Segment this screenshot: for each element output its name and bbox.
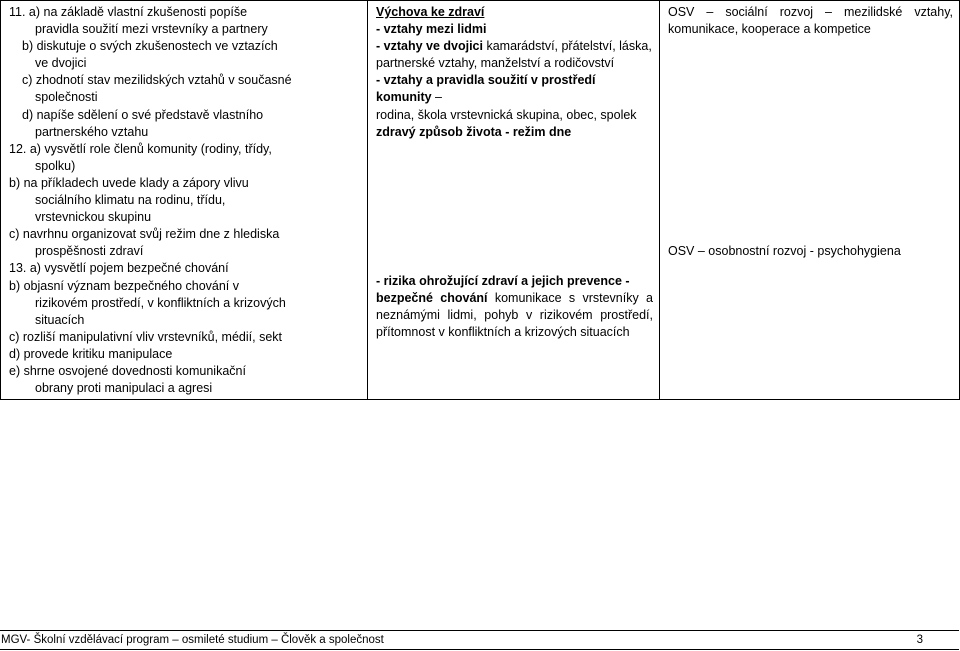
footer-text: MGV- Školní vzdělávací program – osmileté studium – Člověk a společnost bbox=[1, 634, 384, 646]
outcome-12c: c) navrhnu organizovat svůj režim dne z hlediska bbox=[9, 227, 280, 242]
spacer bbox=[668, 38, 953, 243]
outcome-13c: c) rozliší manipulativní vliv vrstevníků, médií, sekt bbox=[9, 329, 282, 344]
topic-community-title: - vztahy a pravidla soužití v prostředí komunity bbox=[376, 73, 596, 105]
topic-safety-title: bezpečné chování bbox=[376, 290, 488, 305]
outcome-12b: b) na příkladech uvede klady a zápory vlivu bbox=[9, 175, 249, 190]
page-number: 3 bbox=[916, 634, 923, 646]
table-row bbox=[1, 1, 960, 400]
content-cell bbox=[368, 1, 660, 400]
topic-couples bbox=[376, 38, 653, 55]
topic-community-cont: rodina, škola vrstevnická skupina, obec, spolek bbox=[376, 107, 637, 122]
outcome-13e-cont: obrany proti manipulaci a agresi bbox=[35, 381, 213, 396]
outcome-12a-cont: spolku) bbox=[35, 158, 76, 173]
outcome-11a-cont: pravidla soužití mezi vrstevníky a partnery bbox=[35, 22, 268, 37]
outcome-13b: b) objasní význam bezpečného chování v bbox=[9, 278, 239, 293]
topic-couples-text: kamarádství, přátelství, láska, bbox=[482, 39, 652, 54]
outcome-13e: e) shrne osvojené dovednosti komunikační bbox=[9, 363, 246, 378]
outcome-13b-cont: rizikovém prostředí, v konfliktních a krizových bbox=[35, 295, 286, 310]
outcome-12b-cont2: vrstevnickou skupinu bbox=[35, 210, 152, 225]
outcome-13b-cont2: situacích bbox=[35, 312, 85, 327]
spacer bbox=[376, 141, 653, 273]
outcome-11c: c) zhodnotí stav mezilidských vztahů v současné bbox=[22, 73, 292, 88]
outcome-11d-cont: partnerského vztahu bbox=[35, 124, 149, 139]
outcome-12b-cont: sociálního klimatu na rodinu, třídu, bbox=[35, 193, 226, 208]
topic-community bbox=[376, 72, 653, 106]
outcome-12c-cont: prospěšnosti zdraví bbox=[35, 244, 144, 259]
osv-social: OSV – sociální rozvoj – mezilidské vztahy, komunikace, kooperace a kompetice bbox=[668, 5, 953, 37]
section-heading: Výchova ke zdraví bbox=[376, 5, 485, 19]
topic-couples-title: - vztahy ve dvojici bbox=[376, 39, 483, 54]
outcome-11a: 11. a) na základě vlastní zkušenosti popíše bbox=[9, 5, 248, 19]
outcome-11c-cont: společnosti bbox=[35, 90, 98, 105]
topic-lifestyle: zdravý způsob života - režim dne bbox=[376, 124, 572, 139]
outcome-11d: d) napíše sdělení o své představě vlastního bbox=[22, 107, 264, 122]
outcome-11b: b) diskutuje o svých zkušenostech ve vztazích bbox=[22, 39, 278, 54]
outcomes-cell bbox=[1, 1, 368, 400]
outcome-13d: d) provede kritiku manipulace bbox=[9, 346, 173, 361]
crosscutting-cell bbox=[660, 1, 960, 400]
outcome-12a: 12. a) vysvětlí role členů komunity (rodiny, třídy, bbox=[9, 141, 272, 156]
topic-couples-cont: partnerské vztahy, manželství a rodičovství bbox=[376, 56, 615, 71]
topic-safety bbox=[376, 290, 653, 341]
topic-relations: - vztahy mezi lidmi bbox=[376, 22, 487, 37]
topic-community-dash: – bbox=[431, 90, 442, 105]
outcome-11b-cont: ve dvojici bbox=[35, 56, 87, 71]
page-footer bbox=[0, 630, 959, 650]
topic-safety-text: komunikace s vrstevníky a neznámými lidmi, pohyb v rizikovém prostředí, přítomnost v konfliktních a krizových situacích bbox=[376, 290, 653, 340]
outcome-13a: 13. a) vysvětlí pojem bezpečné chování bbox=[9, 261, 229, 276]
topic-risks: - rizika ohrožující zdraví a jejich prevence - bbox=[376, 273, 630, 288]
osv-personal: OSV – osobnostní rozvoj - psychohygiena bbox=[668, 244, 901, 259]
